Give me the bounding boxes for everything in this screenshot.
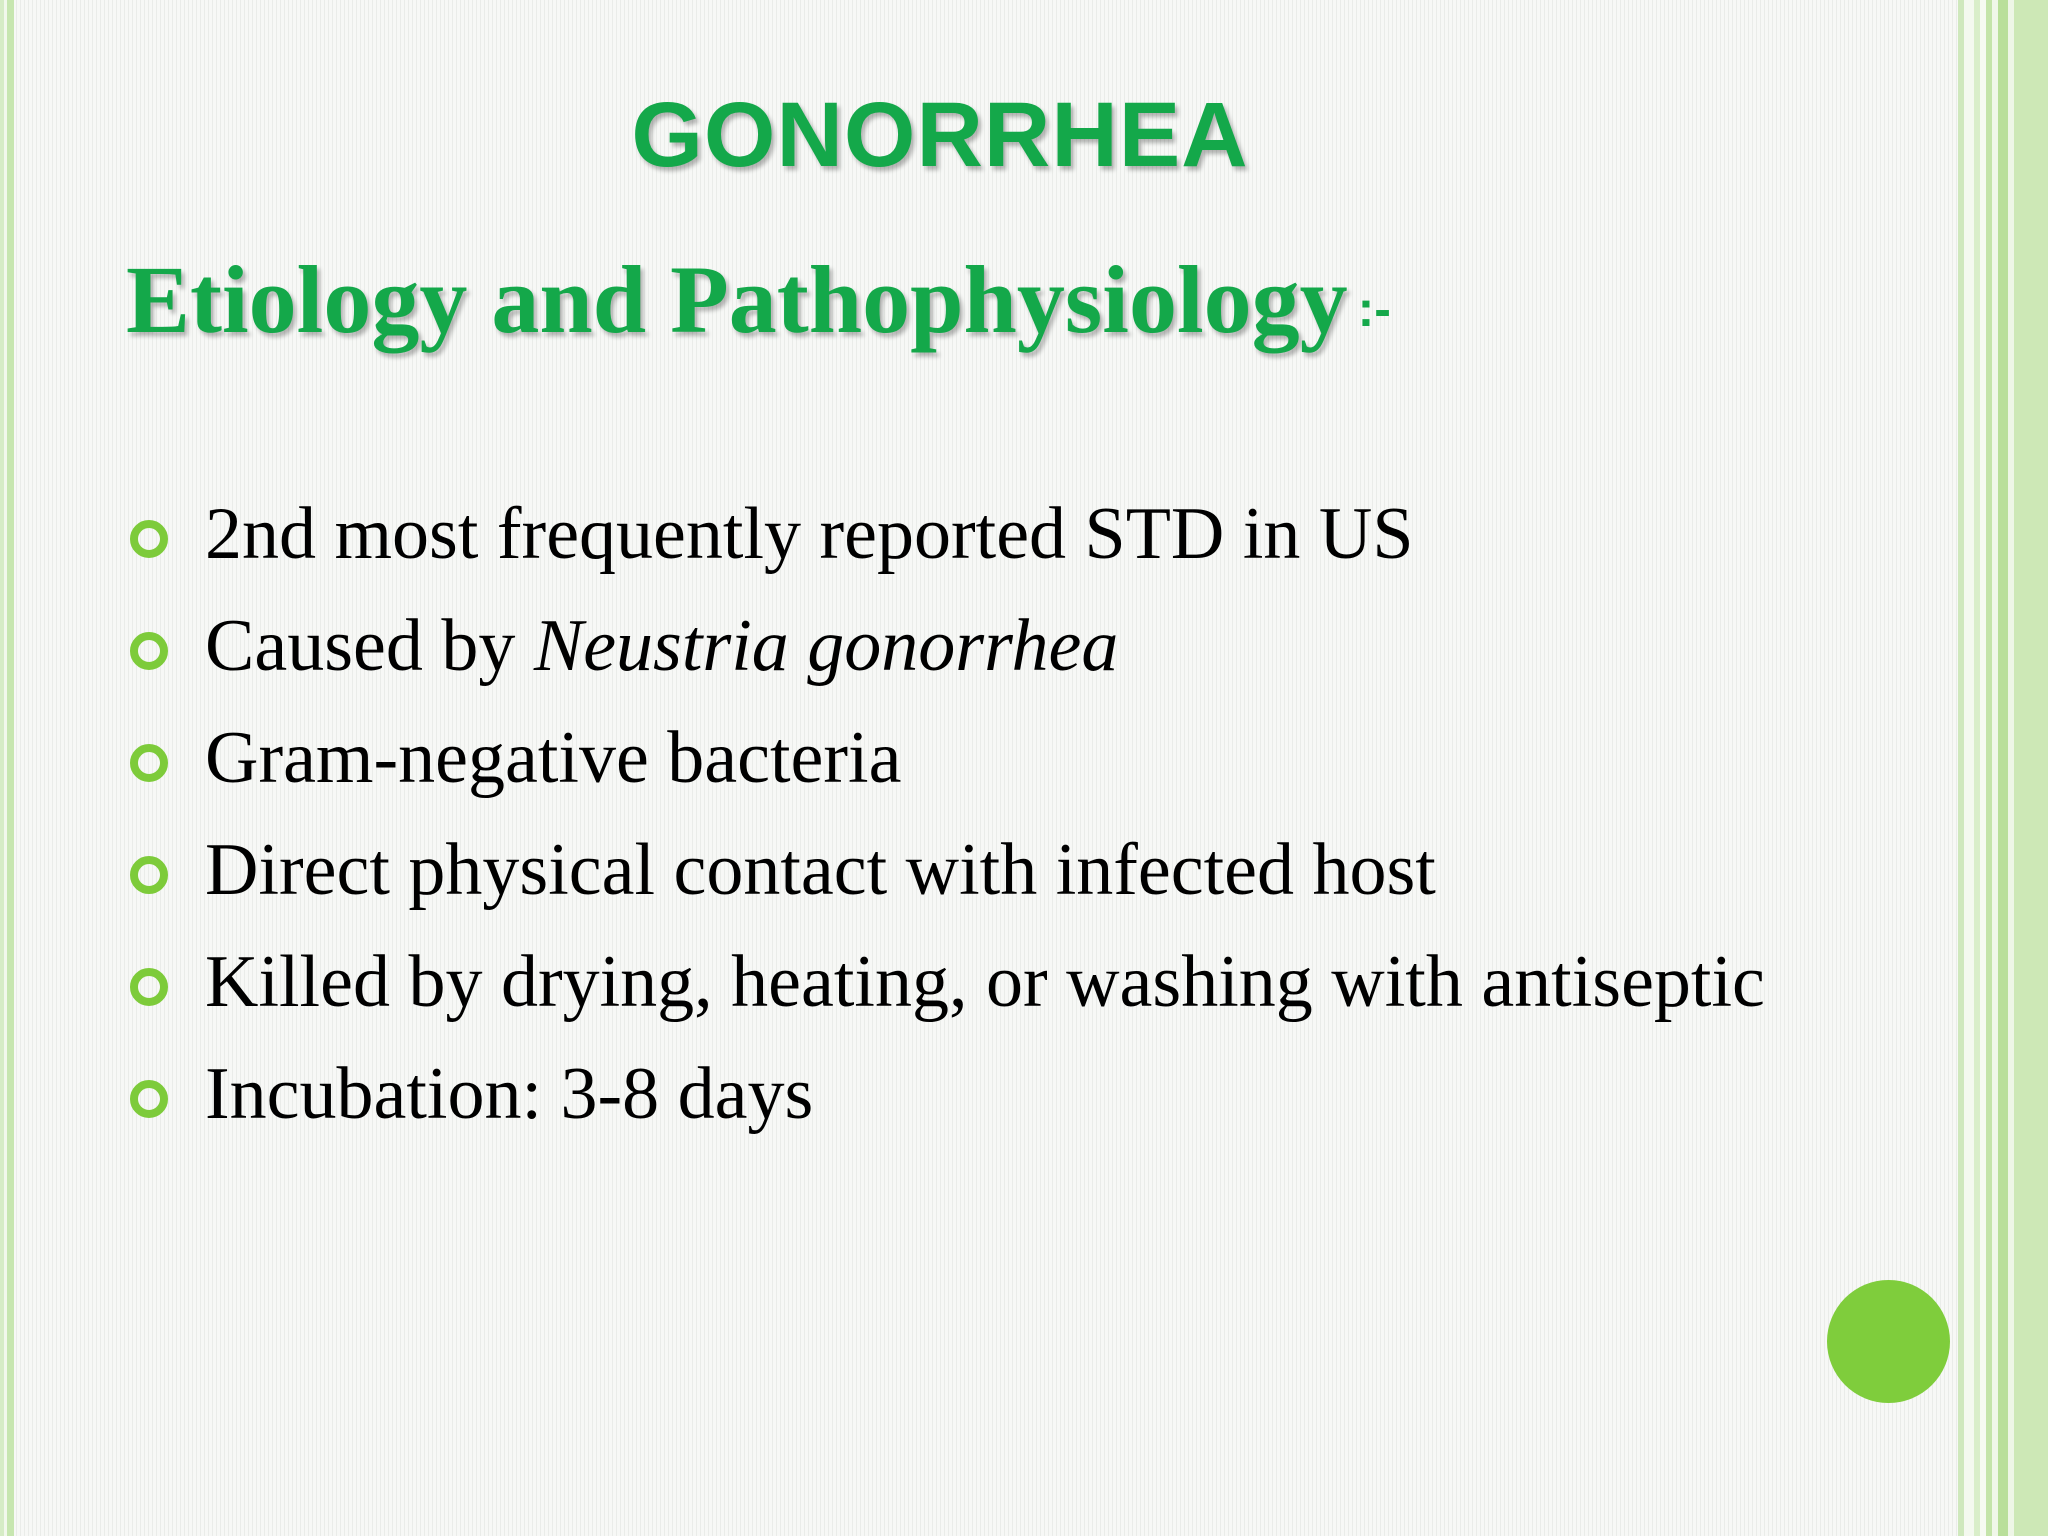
slide-subtitle — [126, 245, 1391, 364]
ring-bullet-icon — [130, 632, 168, 670]
bullet-item — [130, 590, 1765, 702]
bullet-item — [130, 702, 1765, 814]
ring-bullet-icon — [130, 968, 168, 1006]
green-circle-icon — [1827, 1280, 1950, 1403]
ring-bullet-icon — [130, 520, 168, 558]
bullet-text-prefix: Caused by — [205, 604, 534, 687]
bullet-item — [130, 478, 1765, 590]
bullet-list — [130, 478, 1765, 1150]
slide-title: GONORRHEA — [631, 84, 1249, 186]
right-border-decoration — [1958, 0, 2048, 1536]
bullet-text: Incubation: 3-8 days — [205, 1052, 814, 1135]
ring-bullet-icon — [130, 1080, 168, 1118]
bullet-text: Gram-negative bacteria — [205, 716, 902, 799]
bullet-item — [130, 814, 1765, 926]
bullet-text: Direct physical contact with infected host — [205, 828, 1436, 911]
bullet-text-italic: Neustria gonorrhea — [533, 604, 1119, 687]
bullet-item — [130, 1038, 1765, 1150]
bullet-item — [130, 926, 1765, 1038]
bullet-text: 2nd most frequently reported STD in US — [205, 492, 1414, 575]
ring-bullet-icon — [130, 744, 168, 782]
subtitle-text: Etiology and Pathophysiology — [126, 246, 1348, 353]
subtitle-suffix: :- — [1357, 281, 1391, 337]
left-border-decoration — [0, 0, 14, 1536]
bullet-text: Killed by drying, heating, or washing with antiseptic — [205, 940, 1765, 1023]
bullet-text — [205, 604, 1118, 689]
ring-bullet-icon — [130, 856, 168, 894]
